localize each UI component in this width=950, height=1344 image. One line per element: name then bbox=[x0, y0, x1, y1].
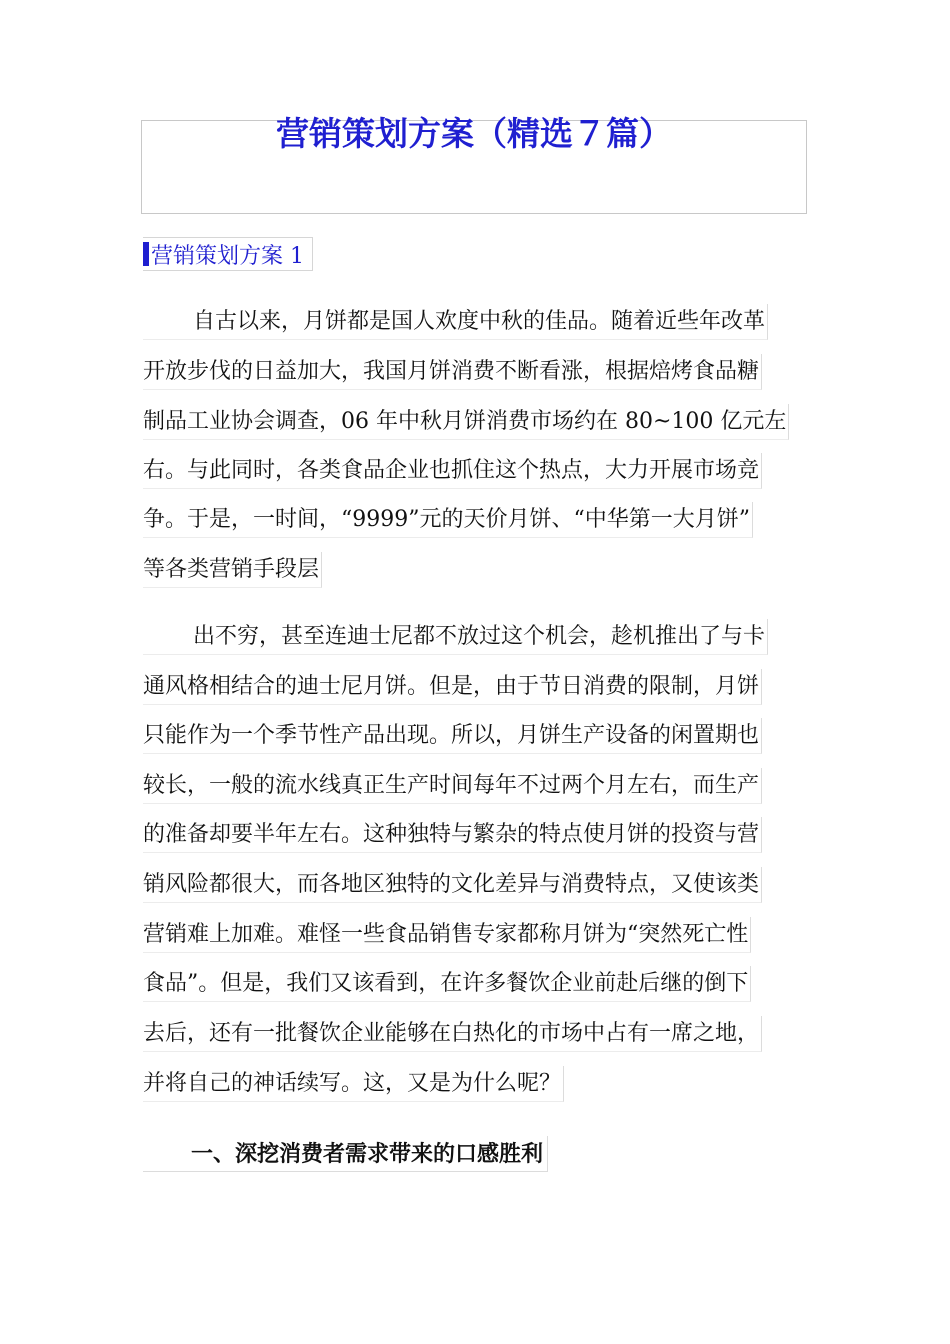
paragraph-line: 自古以来，月饼都是国人欢度中秋的佳品。随着近些年改革 bbox=[143, 304, 768, 340]
paragraph-line: 较长，一般的流水线真正生产时间每年不过两个月左右，而生产 bbox=[143, 768, 762, 804]
paragraph-line: 营销难上加难。难怪一些食品销售专家都称月饼为“突然死亡性 bbox=[143, 917, 751, 953]
paragraph-line: 通风格相结合的迪士尼月饼。但是，由于节日消费的限制，月饼 bbox=[143, 669, 762, 705]
paragraph-line: 出不穷，甚至连迪士尼都不放过这个机会，趁机推出了与卡 bbox=[143, 619, 768, 655]
paragraph-line: 制品工业协会调查，06 年中秋月饼消费市场约在 80~100 亿元左 bbox=[143, 404, 789, 440]
paragraph-line: 去后，还有一批餐饮企业能够在白热化的市场中占有一席之地， bbox=[143, 1016, 762, 1052]
paragraph-line: 争。于是，一时间，“9999”元的天价月饼、“中华第一大月饼” bbox=[143, 502, 753, 538]
section-heading-text: 营销策划方案 1 bbox=[151, 243, 304, 269]
paragraph-line: 食品”。但是，我们又该看到，在许多餐饮企业前赴后继的倒下 bbox=[143, 966, 751, 1002]
paragraph-line: 等各类营销手段层 bbox=[143, 552, 322, 588]
paragraph-line: 右。与此同时，各类食品企业也抓住这个热点，大力开展市场竞 bbox=[143, 453, 762, 489]
heading-marker bbox=[143, 242, 149, 266]
paragraph-line: 的准备却要半年左右。这种独特与繁杂的特点使月饼的投资与营 bbox=[143, 817, 762, 853]
paragraph-line: 只能作为一个季节性产品出现。所以，月饼生产设备的闲置期也 bbox=[143, 718, 762, 754]
paragraph-line: 销风险都很大，而各地区独特的文化差异与消费特点，又使该类 bbox=[143, 867, 762, 903]
sub-heading: 一、深挖消费者需求带来的口感胜利 bbox=[143, 1136, 548, 1172]
document-title: 营销策划方案（精选７篇） bbox=[276, 114, 672, 153]
section-heading bbox=[143, 237, 313, 271]
paragraph-line: 并将自己的神话续写。这，又是为什么呢？ bbox=[143, 1066, 564, 1102]
paragraph-line: 开放步伐的日益加大，我国月饼消费不断看涨，根据焙烤食品糖 bbox=[143, 354, 762, 390]
